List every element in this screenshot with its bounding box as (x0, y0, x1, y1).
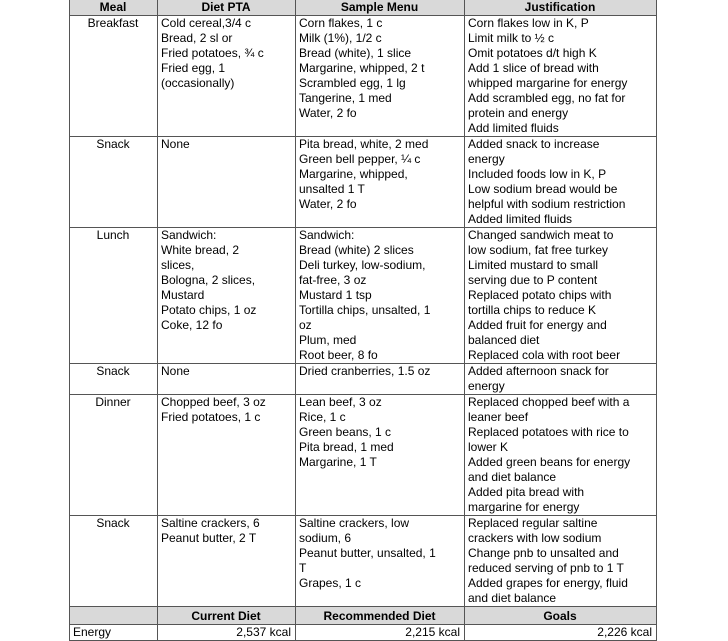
cell-line: Add scrambled egg, no fat for (468, 91, 626, 105)
justification-cell (465, 364, 657, 395)
table-row (70, 228, 657, 364)
cell-line: Replaced potato chips with (468, 288, 612, 302)
cell-line: Corn flakes low in K, P (468, 16, 589, 30)
meal-cell: Snack (70, 516, 158, 607)
table-row (70, 395, 657, 516)
cell-line: reduced serving of pnb to 1 T (468, 561, 624, 575)
cell-line: tortilla chips to reduce K (468, 303, 597, 317)
cell-line: sodium, 6 (299, 531, 352, 545)
meal-cell: Lunch (70, 228, 158, 364)
cell-line: Pita bread, white, 2 med (299, 137, 429, 151)
sample-menu-cell (296, 364, 465, 395)
justification-cell (465, 516, 657, 607)
cell-line: Replaced regular saltine (468, 516, 598, 530)
meal-cell: Breakfast (70, 16, 158, 137)
cell-line: Added limited fluids (468, 212, 573, 226)
cell-line: Lean beef, 3 oz (299, 395, 382, 409)
cell-line: fat-free, 3 oz (299, 273, 367, 287)
sample-menu-cell (296, 228, 465, 364)
cell-line: Add 1 slice of bread with (468, 61, 599, 75)
sample-menu-cell (296, 516, 465, 607)
cell-line: energy (468, 152, 505, 166)
justification-cell (465, 228, 657, 364)
cell-line: Saltine crackers, low (299, 516, 410, 530)
cell-line: Peanut butter, 2 T (161, 531, 257, 545)
cell-line: margarine for energy (468, 500, 580, 514)
table-row (70, 364, 657, 395)
cell-line: Saltine crackers, 6 (161, 516, 260, 530)
diet-pta-cell (158, 395, 296, 516)
cell-line: Replaced potatoes with rice to (468, 425, 629, 439)
meal-rows (70, 16, 657, 607)
diet-pta-cell (158, 228, 296, 364)
cell-line: and diet balance (468, 470, 557, 484)
cell-line: Added green beans for energy (468, 455, 631, 469)
cell-line: low sodium, fat free turkey (468, 243, 609, 257)
cell-line: White bread, 2 (161, 243, 240, 257)
cell-line: and diet balance (468, 591, 557, 605)
cell-line: None (161, 364, 190, 378)
cell-line: Added grapes for energy, fluid (468, 576, 628, 590)
summary-header-recommended: Recommended Diet (296, 607, 465, 625)
cell-line: Tangerine, 1 med (299, 91, 392, 105)
diet-pta-cell (158, 516, 296, 607)
cell-line: Root beer, 8 fo (299, 348, 378, 362)
cell-line: Tortilla chips, unsalted, 1 (299, 303, 431, 317)
diet-pta-cell (158, 364, 296, 395)
cell-line: Margarine, whipped, (299, 167, 408, 181)
cell-line: Corn flakes, 1 c (299, 16, 383, 30)
header-justification: Justification (465, 0, 657, 16)
cell-line: Replaced cola with root beer (468, 348, 621, 362)
cell-line: Replaced chopped beef with a (468, 395, 630, 409)
cell-line: protein and energy (468, 106, 569, 120)
cell-line: Green beans, 1 c (299, 425, 392, 439)
cell-line: Deli turkey, low-sodium, (299, 258, 426, 272)
cell-line: Limit milk to ½ c (468, 31, 555, 45)
cell-line: helpful with sodium restriction (468, 197, 626, 211)
cell-line: Margarine, 1 T (299, 455, 377, 469)
cell-line: None (161, 137, 190, 151)
cell-line: Change pnb to unsalted and (468, 546, 619, 560)
summary-header-blank (70, 607, 158, 625)
summary-label: Energy (70, 625, 158, 641)
cell-line: Pita bread, 1 med (299, 440, 394, 454)
cell-line: energy (468, 379, 505, 393)
cell-line: Fried egg, 1 (161, 61, 226, 75)
diet-pta-cell (158, 16, 296, 137)
cell-line: Sandwich: (161, 228, 217, 242)
header-diet-pta: Diet PTA (158, 0, 296, 16)
cell-line: Milk (1%), 1/2 c (299, 31, 382, 45)
cell-line: Bread, 2 sl or (161, 31, 233, 45)
cell-line: (occasionally) (161, 76, 235, 90)
summary-row (70, 625, 657, 641)
diet-pta-cell (158, 137, 296, 228)
sample-menu-cell (296, 137, 465, 228)
table-row (70, 137, 657, 228)
cell-line: Peanut butter, unsalted, 1 (299, 546, 436, 560)
header-sample-menu: Sample Menu (296, 0, 465, 16)
cell-line: Added fruit for energy and (468, 318, 607, 332)
summary-rows (70, 607, 657, 641)
summary-recommended: 2,215 kcal (296, 625, 465, 641)
table-row (70, 16, 657, 137)
cell-line: T (299, 561, 307, 575)
sample-menu-cell (296, 16, 465, 137)
summary-header-row (70, 607, 657, 625)
cell-line: Included foods low in K, P (468, 167, 607, 181)
cell-line: serving due to P content (468, 273, 598, 287)
cell-line: Fried potatoes, 1 c (161, 410, 261, 424)
cell-line: Margarine, whipped, 2 t (299, 61, 425, 75)
cell-line: crackers with low sodium (468, 531, 602, 545)
cell-line: Plum, med (299, 333, 357, 347)
cell-line: Add limited fluids (468, 121, 559, 135)
cell-line: Omit potatoes d/t high K (468, 46, 597, 60)
summary-header-current: Current Diet (158, 607, 296, 625)
cell-line: Added snack to increase (468, 137, 600, 151)
cell-line: Changed sandwich meat to (468, 228, 614, 242)
cell-line: Bologna, 2 slices, (161, 273, 256, 287)
cell-line: Green bell pepper, ¼ c (299, 152, 421, 166)
cell-line: Scrambled egg, 1 lg (299, 76, 406, 90)
summary-header-goals: Goals (465, 607, 657, 625)
cell-line: Rice, 1 c (299, 410, 346, 424)
cell-line: Added afternoon snack for (468, 364, 609, 378)
justification-cell (465, 16, 657, 137)
justification-cell (465, 137, 657, 228)
cell-line: Grapes, 1 c (299, 576, 362, 590)
cell-line: Low sodium bread would be (468, 182, 618, 196)
cell-line: Mustard 1 tsp (299, 288, 372, 302)
cell-line: Mustard (161, 288, 205, 302)
cell-line: Added pita bread with (468, 485, 585, 499)
cell-line: Dried cranberries, 1.5 oz (299, 364, 431, 378)
header-row (70, 0, 657, 16)
cell-line: Fried potatoes, ¾ c (161, 46, 264, 60)
cell-line: oz (299, 318, 312, 332)
cell-line: Chopped beef, 3 oz (161, 395, 266, 409)
cell-line: Water, 2 fo (299, 106, 357, 120)
meal-cell: Dinner (70, 395, 158, 516)
cell-line: balanced diet (468, 333, 540, 347)
cell-line: Bread (white), 1 slice (299, 46, 412, 60)
cell-line: slices, (161, 258, 195, 272)
diet-comparison-table (69, 0, 657, 641)
cell-line: lower K (468, 440, 509, 454)
cell-line: Bread (white) 2 slices (299, 243, 414, 257)
table-row (70, 516, 657, 607)
meal-cell: Snack (70, 137, 158, 228)
cell-line: Coke, 12 fo (161, 318, 223, 332)
meal-cell: Snack (70, 364, 158, 395)
summary-current: 2,537 kcal (158, 625, 296, 641)
justification-cell (465, 395, 657, 516)
header-meal: Meal (70, 0, 158, 16)
cell-line: Water, 2 fo (299, 197, 357, 211)
summary-goals: 2,226 kcal (465, 625, 657, 641)
cell-line: Limited mustard to small (468, 258, 599, 272)
cell-line: Potato chips, 1 oz (161, 303, 257, 317)
cell-line: whipped margarine for energy (468, 76, 628, 90)
sample-menu-cell (296, 395, 465, 516)
cell-line: Cold cereal,3/4 c (161, 16, 252, 30)
cell-line: unsalted 1 T (299, 182, 365, 196)
cell-line: Sandwich: (299, 228, 355, 242)
cell-line: leaner beef (468, 410, 529, 424)
